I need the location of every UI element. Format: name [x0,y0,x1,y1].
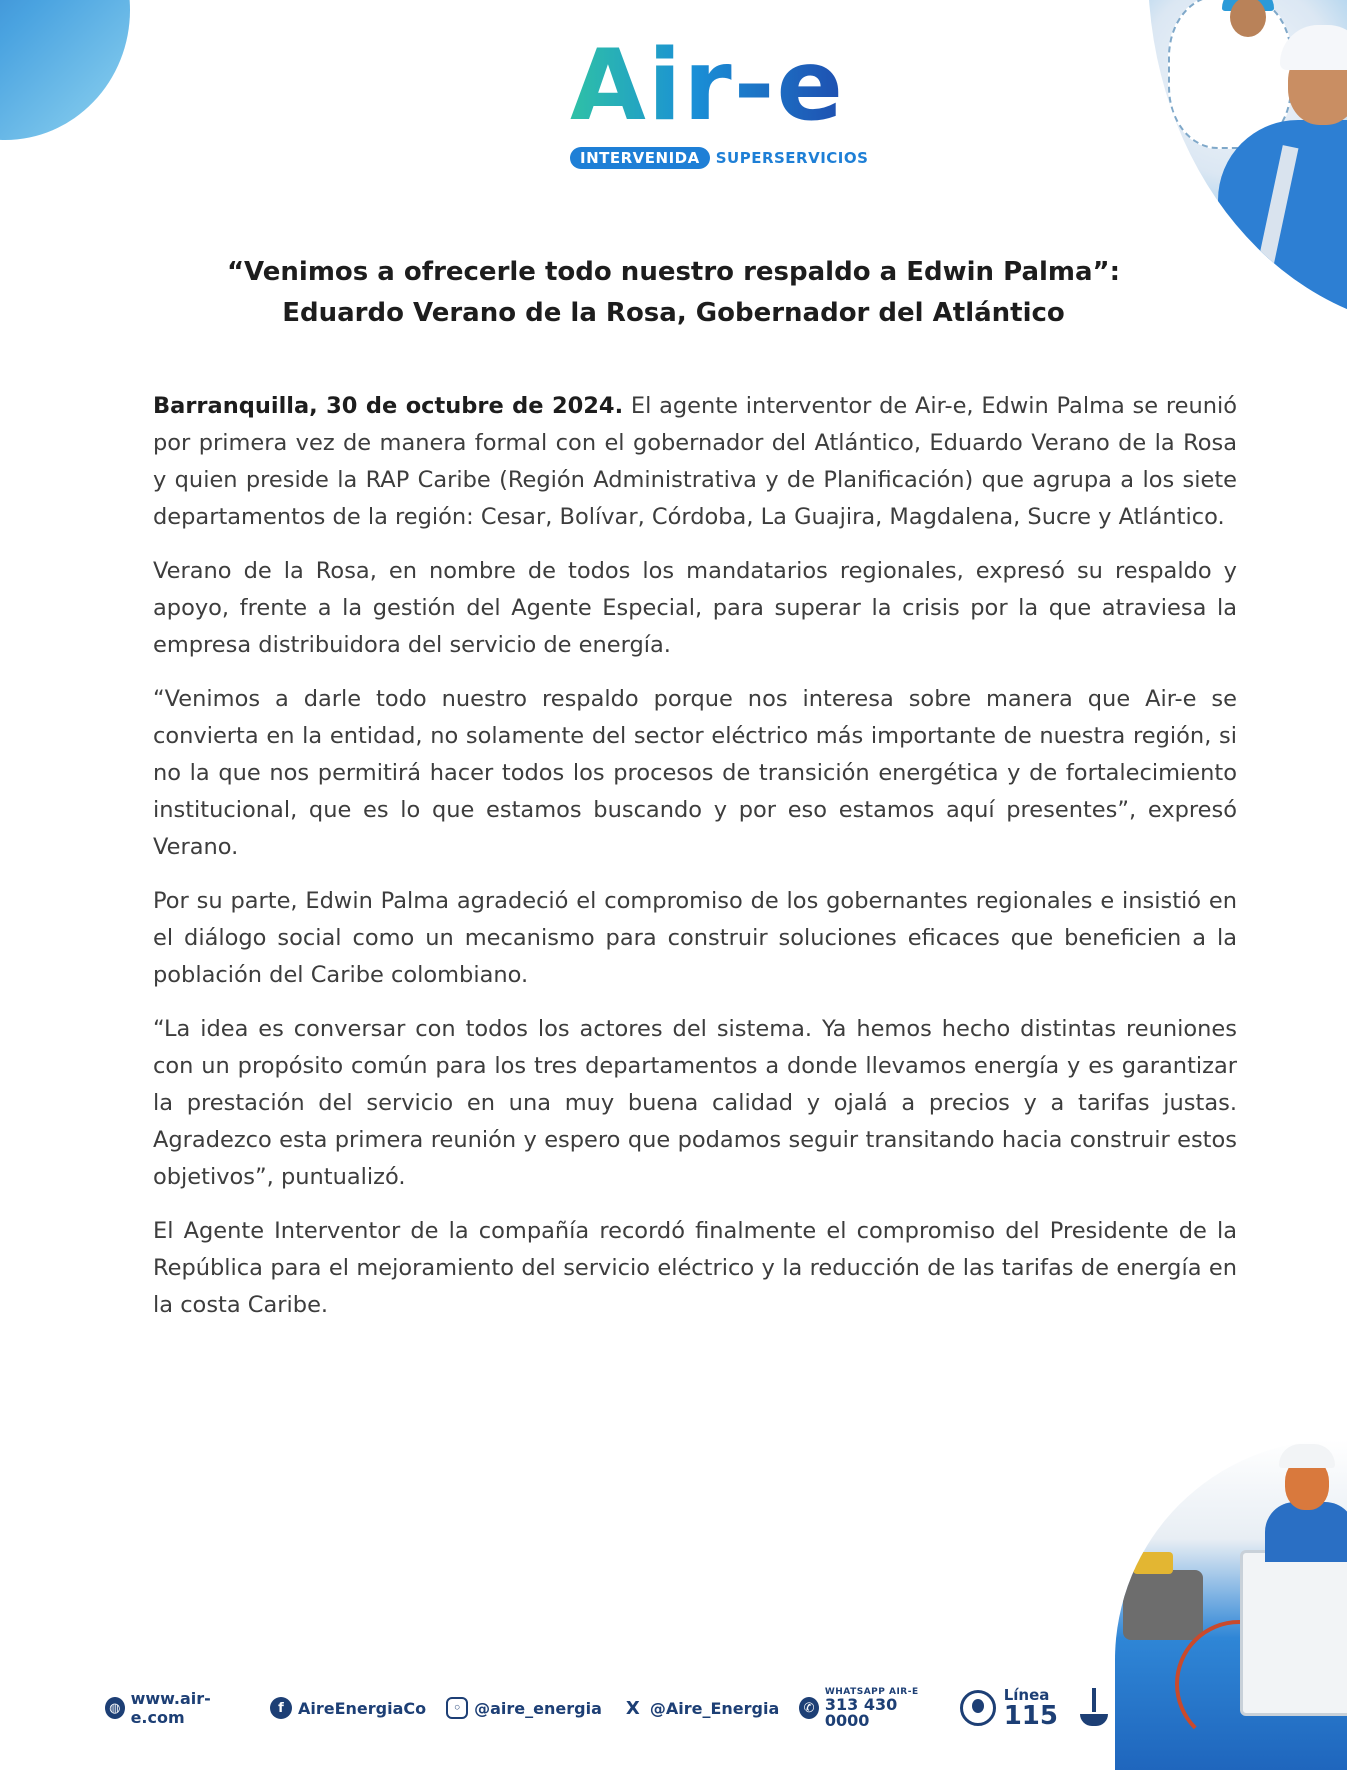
footer-photo [1115,1440,1347,1770]
linea-115[interactable] [960,1685,1058,1731]
dateline: Barranquilla, 30 de octubre de 2024. [153,393,624,419]
whatsapp-icon: ✆ [799,1697,819,1719]
paragraph-4: Por su parte, Edwin Palma agradeció el compromiso de los gobernantes regionales e insistió en el diálogo social como un mecanismo para construir soluciones eficaces que beneficien a la población del Caribe colombiano. [153,888,1237,988]
linea-number: 115 [1003,1700,1058,1731]
facebook-link[interactable] [270,1697,426,1719]
paragraph-1 [153,388,1237,536]
globe-icon: ◍ [105,1697,125,1719]
worker-helmet [1280,25,1347,70]
whatsapp-number: 313 430 0000 [824,1694,898,1730]
superservicios-text: SUPERSERVICIOS [715,149,869,167]
website-text: www.air-e.com [130,1689,211,1727]
intervenida-pill: INTERVENIDA [570,147,710,169]
instagram-link[interactable] [446,1697,602,1719]
x-text: @Aire_Energia [649,1698,780,1718]
paragraph-3: “Venimos a darle todo nuestro respaldo porque nos interesa sobre manera que Air-e se convierta en la entidad, no solamente del sector eléctrico más importante de nuestra región, si no la que nos permitirá hacer todos los procesos de transición energética y de fortalecimiento institucional, que es lo que estamos buscando y por eso estamos aquí presentes”, expresó Verano. [153,686,1237,860]
equipment-top [1133,1552,1173,1574]
gov-logo-wing [1080,1714,1108,1726]
instagram-text: @aire_energia [474,1698,602,1718]
government-logo [1080,1688,1105,1728]
article-body [153,388,1237,1341]
bucket-lift [1240,1550,1347,1716]
linea-label: Línea [1003,1685,1050,1704]
facebook-text: AireEnergiaCo [297,1698,427,1718]
whatsapp-link[interactable] [799,1688,933,1729]
facebook-icon: f [270,1697,292,1719]
title-line-2: Eduardo Verano de la Rosa, Gobernador del Atlántico [282,298,1065,328]
paragraph-2: Verano de la Rosa, en nombre de todos los mandatarios regionales, expresó su respaldo y apoyo, frente a la gestión del Agente Especial, para superar la crisis por la que atraviesa la empresa distribuidora del servicio de energía. [153,558,1237,658]
whatsapp-label: WHATSAPP AIR-E [824,1686,919,1697]
paragraph-1-text: El agente interventor de Air-e, Edwin Palma se reunió por primera vez de manera formal con el gobernador del Atlántico, Eduardo Verano de la Rosa y quien preside la RAP Caribe (Región Administrativa y de Planificación) que agrupa a los siete departamentos de la región: Cesar, Bolívar, Córdoba, La Guajira, Magdalena, Sucre y Atlántico. [153,393,1237,530]
headset-icon [960,1690,996,1726]
air-e-logo [570,29,880,175]
x-icon: X [625,1697,640,1719]
costume-face [1230,0,1266,37]
paragraph-5: “La idea es conversar con todos los actores del sistema. Ya hemos hecho distintas reuniones con un propósito común para los tres departamentos a donde llevamos energía y es garantizar la prestación del servicio en una muy buena calidad y ojalá a precios y a tarifas justas. Agradezco esta primera reunión y espero que podamos seguir transitando hacia construir estos objetivos”, puntualizó. [153,1016,1237,1190]
gov-logo-bar [1092,1688,1096,1712]
paragraph-6: El Agente Interventor de la compañía recordó finalmente el compromiso del Presidente de la República para el mejoramiento del servicio eléctrico y la reducción de las tarifas de energía en la costa Caribe. [153,1218,1237,1318]
logo-wordmark: Air-e [570,29,845,143]
lineman-helmet [1279,1444,1335,1468]
footer-contacts [105,1685,1105,1731]
equipment [1123,1570,1203,1640]
corner-decoration [0,0,130,140]
lineman-body [1265,1502,1347,1562]
linea-stack [1003,1685,1058,1731]
instagram-icon: ◦ [446,1697,468,1719]
page-title [120,252,1227,334]
title-line-1: “Venimos a ofrecerle todo nuestro respaldo a Edwin Palma”: [226,257,1121,287]
logo-badge [570,147,868,169]
whatsapp-stack [825,1688,934,1729]
website-link[interactable] [105,1689,250,1727]
x-link[interactable] [622,1697,779,1719]
